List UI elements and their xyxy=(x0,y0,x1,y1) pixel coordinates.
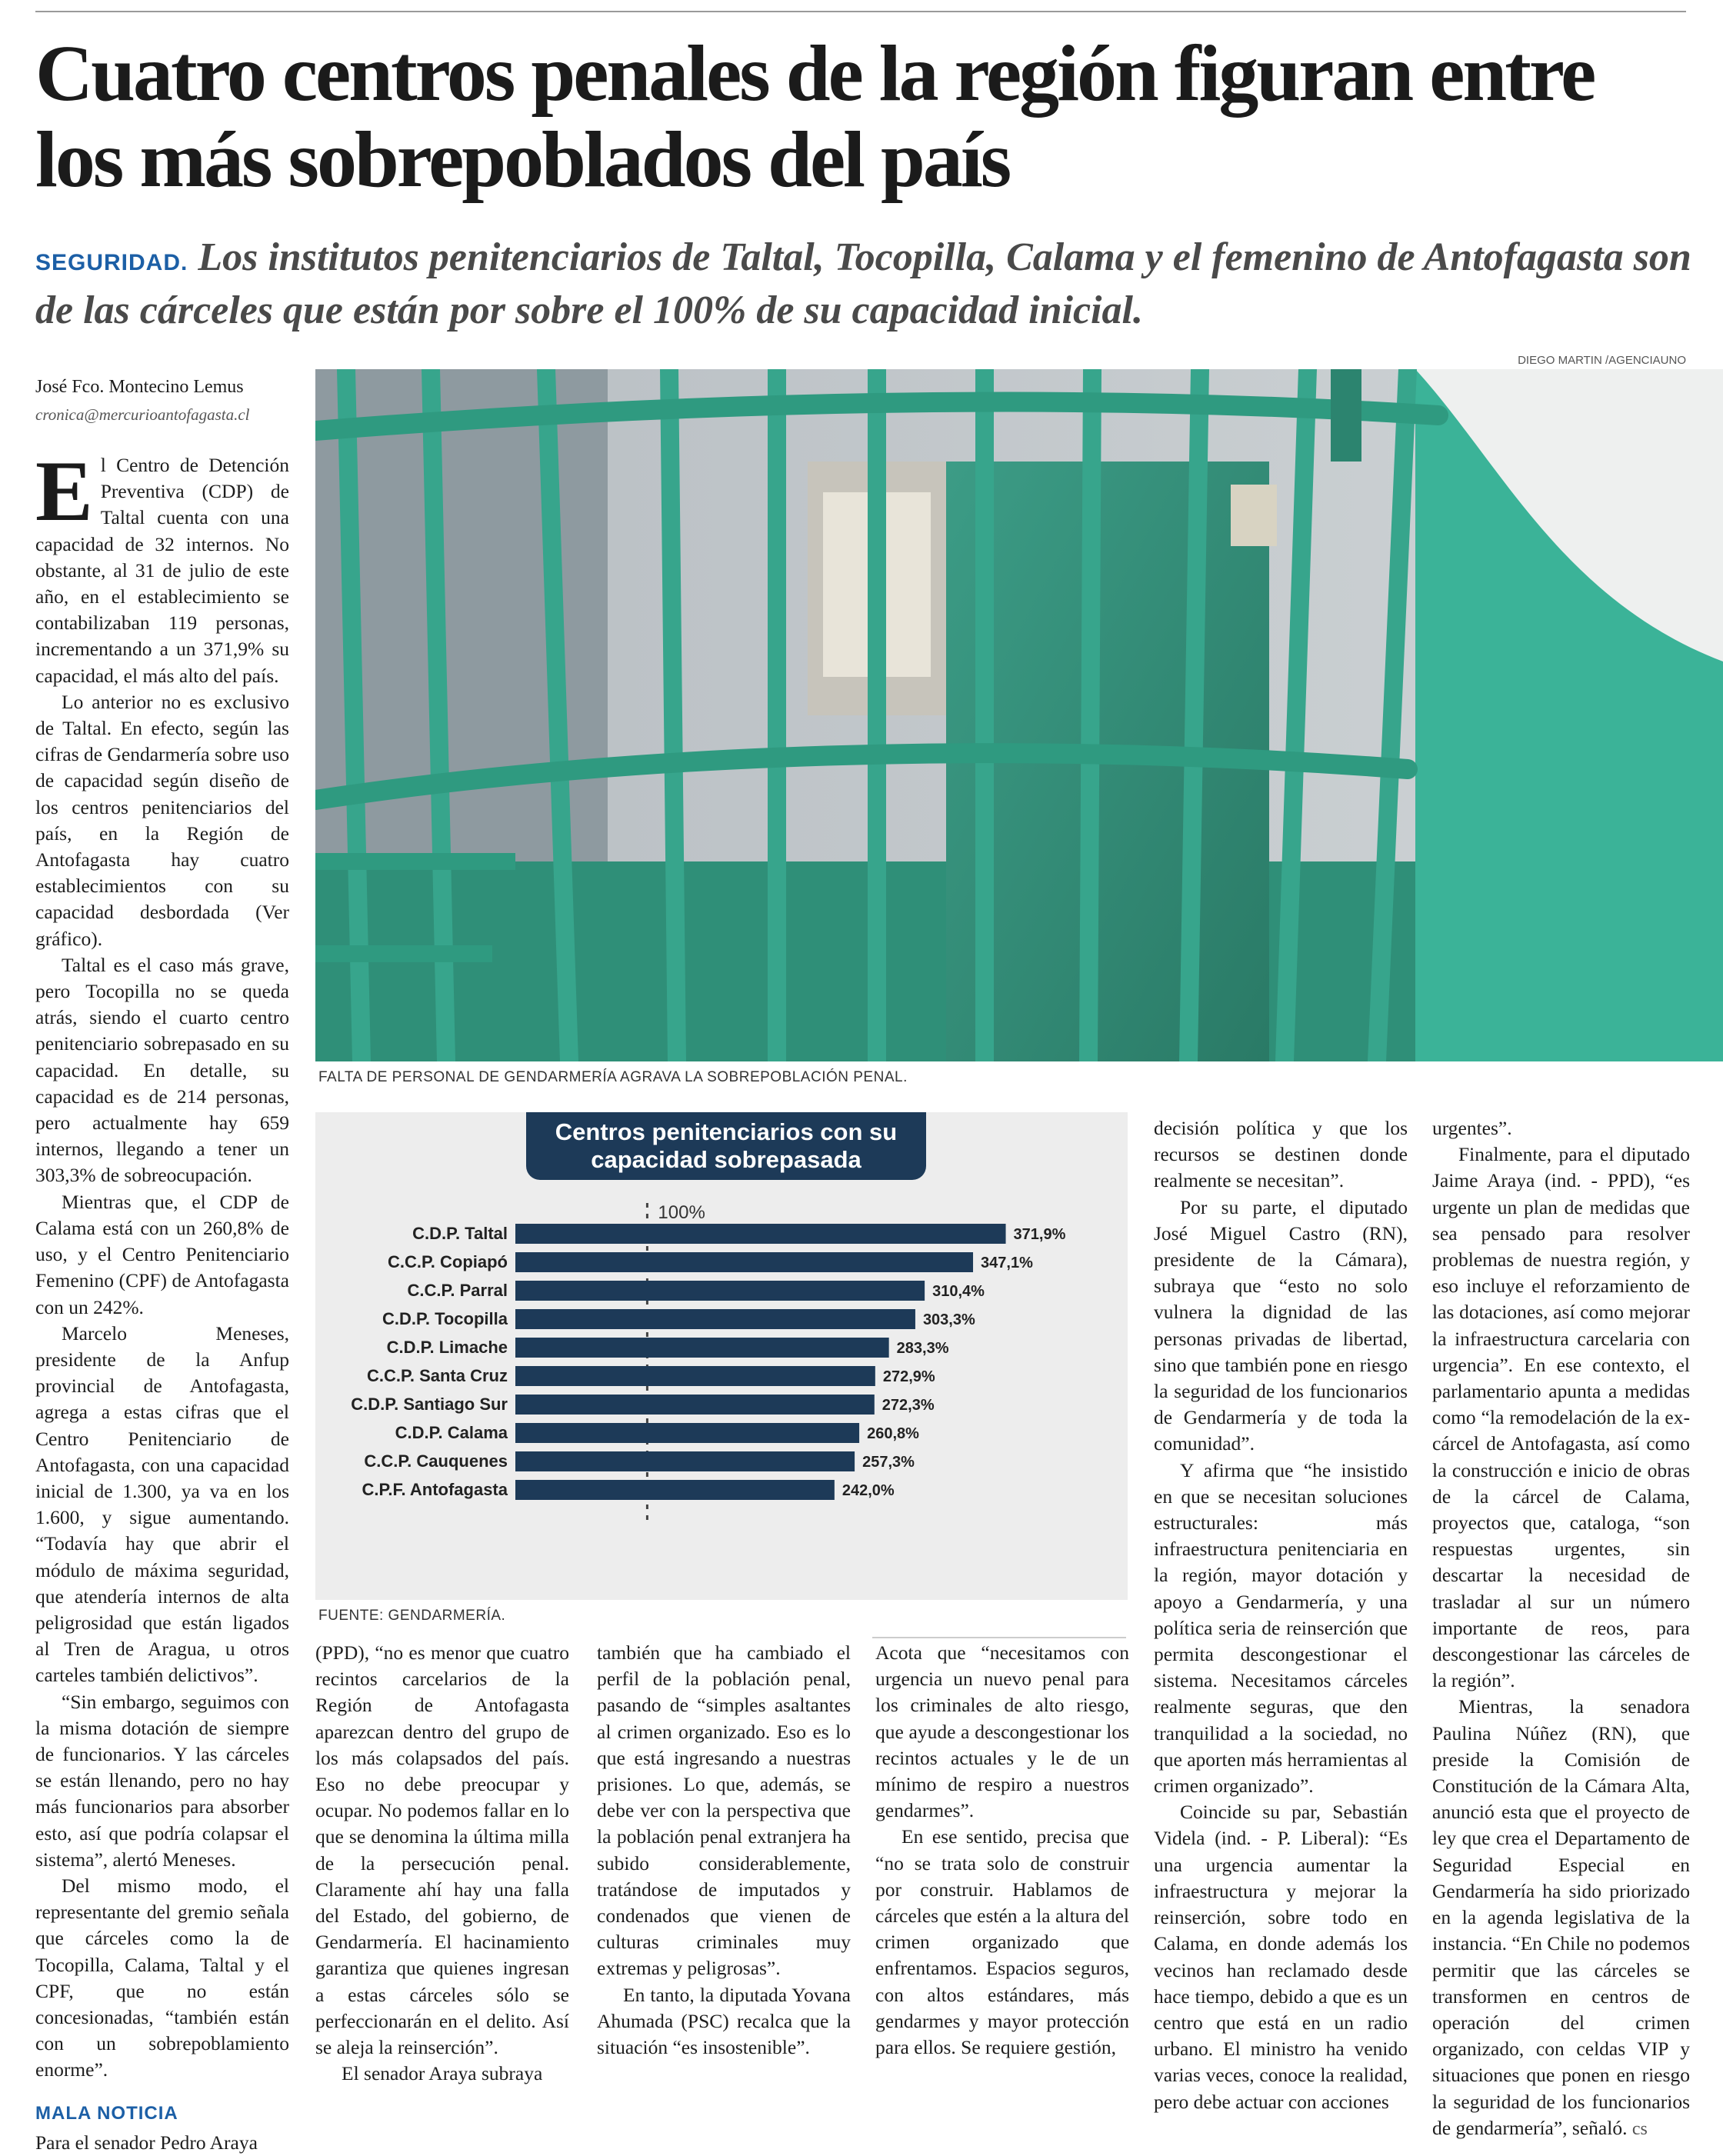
col1-paragraph: “Sin embargo, seguimos con la misma dotación de siempre de funcionarios. Y las cárceles se están llenando, pero no hay más funcionarios para absorber esto, así que podría colapsar el sistema”, alertó Meneses. xyxy=(35,1690,289,1871)
col1-paragraph: Lo anterior no es exclusivo de Taltal. En efecto, según las cifras de Gendarmería sobre uso de capacidad según diseño de los centros penitenciarios del país, en la Región de Antofagasta hay cuatro establecimientos con su capacidad desbordada (Ver gráfico). xyxy=(35,690,289,950)
photo-credit: DIEGO MARTIN /AGENCIAUNO xyxy=(1518,354,1686,367)
chart-title: Centros penitenciarios con su capacidad sobrepasada xyxy=(526,1112,926,1180)
chart-bar xyxy=(515,1366,875,1386)
chart-bar xyxy=(515,1451,855,1471)
chart-value-label: 371,9% xyxy=(1013,1226,1066,1243)
col5-paragraph: Coincide su par, Sebastián Videla (ind. - P. Liberal): “Es una urgencia aumentar la infraestructura y mejorar la reinserción, sobre todo en Calama, en donde además los vecinos han reclamado desde hace tiempo, debido a que es un centro que está en un radio urbano. El ministro ha venido varias veces, conoce la realidad, pero debe actuar con acciones xyxy=(1154,1801,1408,2113)
prison-gate-illustration xyxy=(315,369,1723,1061)
col6-paragraph: urgentes”. xyxy=(1432,1117,1512,1139)
chart-value-label: 260,8% xyxy=(867,1425,919,1442)
col4-paragraph: En ese sentido, precisa que “no se trata solo de construir por construir. Hablamos de cárceles que estén a la altura del crimen organizado que enfrentamos. Espacios seguros, con altos estándares, más gendarmes y mayor protección para ellos. Se requiere gestión, xyxy=(875,1825,1129,2059)
chart-bar xyxy=(515,1423,859,1443)
photo-caption: FALTA DE PERSONAL DE GENDARMERÍA AGRAVA LA SOBREPOBLACIÓN PENAL. xyxy=(318,1069,908,1085)
drop-cap: E xyxy=(35,444,93,539)
chart-bar xyxy=(515,1224,1006,1244)
chart-value-label: 347,1% xyxy=(981,1255,1033,1271)
chart-value-label: 257,3% xyxy=(862,1454,915,1471)
col1-paragraph: Taltal es el caso más grave, pero Tocopilla no se queda atrás, siendo el cuarto centro penitenciario sobrepasado en su capacidad. En detalle, su capacidad es de 214 personas, pero actualmente hay 659 internos, llegando a tener un 303,3% de sobreocupación. xyxy=(35,953,289,1187)
chart-value-label: 272,9% xyxy=(882,1368,935,1385)
chart-value-label: 310,4% xyxy=(932,1283,985,1300)
chart-bar xyxy=(515,1395,875,1415)
chart-bar xyxy=(515,1252,973,1272)
col6-paragraph: Finalmente, para el diputado Jaime Araya (ind. - PPD), “es urgente un plan de medidas que sea pensado para resolver problemas de nuestra región, y eso incluye el reforzamiento de las dotaciones, así como mejorar la infraestructura carcelaria con urgencia”. En ese contexto, el parlamentario apunta a medidas como “la remodelación de la ex-cárcel de Antofagasta, así como la construcción e inicio de obras de la cárcel de Calama, proyectos que, cataloga, “son respuestas urgentes, sin descartar la necesidad de trasladar al sur un número importante de reos, para descongestionar las cárceles de la región”. xyxy=(1432,1143,1690,1692)
column-1 xyxy=(35,444,289,2156)
deck-text: Los institutos penitenciarios de Taltal, Tocopilla, Calama y el femenino de Antofagasta son de las cárceles que están por sobre el 100% de su capacidad inicial. xyxy=(35,235,1691,332)
author-email: cronica@mercurioantofagasta.cl xyxy=(35,405,250,424)
reference-line-label: 100% xyxy=(658,1202,705,1223)
column-4 xyxy=(875,1640,1129,2061)
chart-bar xyxy=(515,1309,915,1329)
chart-source: FUENTE: GENDARMERÍA. xyxy=(318,1608,506,1624)
column-rule xyxy=(872,1637,1126,1638)
col1-paragraph: El Centro de Detención Preventiva (CDP) de Taltal cuenta con una capacidad de 32 internos. No obstante, al 31 de julio de este año, en el establecimiento se contabilizaban 119 personas, incrementando a un 371,9% su capacidad, el más alto del país. xyxy=(35,444,289,687)
chart-category-label: C.D.P. Santiago Sur xyxy=(351,1395,508,1414)
col3-paragraph: también que ha cambiado el perfil de la población penal, pasando de “simples asaltantes al crimen organizado. Eso es lo que está ingresando a nuestras prisiones. Lo que, además, se debe ver con la perspectiva que la población penal extranjera ha subido considerablemente, tratándose de imputados y condenados que vienen de culturas criminales muy extremas y peligrosas”. xyxy=(597,1641,851,1980)
col4-paragraph: Acota que “necesitamos con urgencia un nuevo penal para los criminales de alto riesgo, que ayude a descongestionar los recintos actuales y le de un mínimo de respiro a nuestros gendarmes”. xyxy=(875,1641,1129,1822)
chart-category-label: C.D.P. Tocopilla xyxy=(382,1309,508,1328)
subhead-mala-noticia: MALA NOTICIA xyxy=(35,2102,178,2124)
chart-category-label: C.C.P. Parral xyxy=(407,1281,508,1300)
chart-bar xyxy=(515,1480,835,1500)
column-6 xyxy=(1432,1115,1690,2142)
top-rule xyxy=(35,11,1686,12)
chart-category-label: C.D.P. Limache xyxy=(386,1338,508,1357)
end-mark: cs xyxy=(1631,2118,1648,2139)
chart-bar xyxy=(515,1281,925,1301)
col6-paragraph: Mientras, la senadora Paulina Núñez (RN), que preside la Comisión de Constitución de la Cámara Alta, anunció esta que el proyecto de ley que crea el Departamento de Seguridad Especial en Gendarmería ha sido priorizado en la agenda legislativa de la instancia. “En Chile no podemos permitir que las cárceles se transformen en centros de operación del crimen organizado, con celdas VIP y situaciones que ponen en riesgo la seguridad de los funcionarios de gendarmería”, señaló. cs xyxy=(1432,1695,1690,2139)
col5-paragraph: Y afirma que “he insistido en que se necesitan soluciones estructurales: más infraestructura penitenciaria en la región, mayor dotación y apoyo a Gendarmería, y una política seria de reinserción que permita descongestionar el sistema. Necesitamos cárceles realmente seguras, que den tranquilidad a la sociedad, no que aporten más herramientas al crimen organizado”. xyxy=(1154,1458,1408,1798)
prison-gate-photo xyxy=(315,369,1723,1061)
col1-paragraph: Mientras que, el CDP de Calama está con un 260,8% de uso, y el Centro Penitenciario Femenino (CPF) de Antofagasta con un 242%. xyxy=(35,1190,289,1318)
chart-value-label: 303,3% xyxy=(922,1311,975,1328)
col1-paragraph: Del mismo modo, el representante del gremio señala que cárceles como la de Tocopilla, Calama, Taltal y el CPF, que no están concesionadas, “también están con un sobrepoblamiento enorme”. xyxy=(35,1874,289,2081)
chart-value-label: 242,0% xyxy=(842,1482,895,1499)
chart-category-label: C.C.P. Santa Cruz xyxy=(367,1366,508,1385)
chart-plot xyxy=(315,1112,1128,1600)
column-3 xyxy=(597,1640,851,2061)
chart-category-label: C.C.P. Cauquenes xyxy=(364,1451,508,1471)
headline: Cuatro centros penales de la región figuran entre los más sobrepoblados del país xyxy=(35,29,1595,204)
chart-category-label: C.D.P. Taltal xyxy=(412,1224,508,1243)
byline xyxy=(35,377,297,425)
chart-value-label: 272,3% xyxy=(881,1397,935,1414)
col1-paragraph: Para el senador Pedro Araya xyxy=(35,2131,258,2154)
author-name: José Fco. Montecino Lemus xyxy=(35,377,244,397)
chart-category-label: C.D.P. Calama xyxy=(395,1423,508,1442)
col5-paragraph: decisión política y que los recursos se destinen donde realmente se necesitan”. xyxy=(1154,1117,1408,1192)
column-2 xyxy=(315,1640,569,2087)
col2-paragraph: El senador Araya subraya xyxy=(342,2062,543,2085)
column-5 xyxy=(1154,1115,1408,2115)
col5-paragraph: Por su parte, el diputado José Miguel Castro (RN), presidente de la Cámara), subraya que “esto no solo vulnera la dignidad de las personas privadas de libertad, sino que también pone en riesgo la seguridad de los funcionarios de Gendarmería y de toda la comunidad”. xyxy=(1154,1195,1408,1455)
col2-paragraph: (PPD), “no es menor que cuatro recintos carcelarios de la Región de Antofagasta aparezcan dentro del grupo de los más colapsados del país. Eso no debe preocupar y ocupar. No podemos fallar en lo que se denomina la última milla de la persecución penal. Claramente ahí hay una falla del Estado, del gobierno, de Gendarmería. El hacinamiento garantiza que quienes ingresan a estas cárceles sólo se perfeccionarán en el delito. Así se aleja la reinserción”. xyxy=(315,1641,569,2059)
chart-bar xyxy=(515,1338,889,1358)
deck xyxy=(35,234,1705,335)
chart-category-label: C.C.P. Copiapó xyxy=(387,1252,508,1271)
deck-kicker: SEGURIDAD. xyxy=(35,250,188,275)
chart-value-label: 283,3% xyxy=(896,1340,949,1357)
chart-category-label: C.P.F. Antofagasta xyxy=(362,1480,508,1499)
col1-paragraph: Marcelo Meneses, presidente de la Anfup provincial de Antofagasta, agrega a estas cifras que el Centro Penitenciario de Antofagasta, con una capacidad inicial de 1.300, ya va en los 1.600, y sigue aumentando. “Todavía hay que abrir el módulo de máxima seguridad, que atendería internos de alta peligrosidad que están ligados al Tren de Aragua, u otros carteles también delictivos”. xyxy=(35,1321,289,1687)
col3-paragraph: En tanto, la diputada Yovana Ahumada (PSC) recalca que la situación “es insostenible”. xyxy=(597,1983,851,2059)
